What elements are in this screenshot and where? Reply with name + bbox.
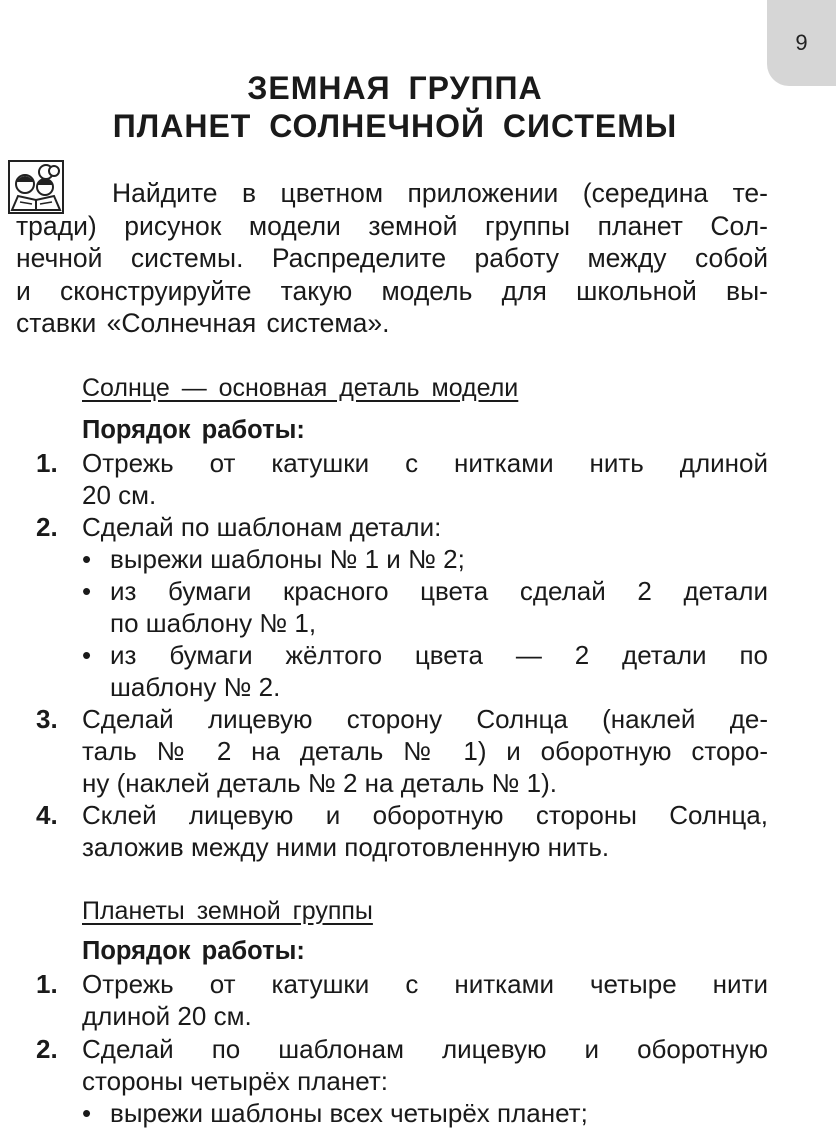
- sun-step-2: [36, 511, 768, 543]
- sun-bullet-3: [82, 639, 768, 703]
- step-line: заложив между ними подготовленную нить.: [82, 832, 610, 862]
- planets-step-2: [36, 1033, 768, 1097]
- sun-section-heading: Солнце — основная деталь модели: [82, 374, 519, 402]
- bullet-text: по шаблону № 1,: [110, 608, 317, 638]
- intro-paragraph: [16, 177, 768, 340]
- sun-bullet-2: [82, 575, 768, 639]
- step-number: 4.: [36, 800, 58, 830]
- step-line: ну (наклей деталь № 2 на деталь № 1).: [82, 768, 557, 798]
- bullet-text: шаблону № 2.: [110, 672, 281, 702]
- planets-order-heading: Порядок работы:: [82, 937, 305, 965]
- step-line: длиной 20 см.: [82, 1001, 252, 1031]
- bullet-text: вырежи шаблоны всех четырёх планет;: [110, 1098, 588, 1128]
- sun-step-3: [36, 703, 768, 799]
- sun-step-1: [36, 447, 768, 511]
- step-line: 20 см.: [82, 480, 157, 510]
- step-line: Сделай по шаблонам детали:: [82, 512, 442, 542]
- planets-bullet-1: [82, 1097, 768, 1129]
- step-number: 2.: [36, 1034, 58, 1064]
- page-title-line-1: ЗЕМНАЯ ГРУППА: [247, 70, 543, 106]
- bullet-icon: •: [82, 640, 92, 670]
- intro-line: нечной системы. Распределите работу между собой: [16, 243, 768, 273]
- step-line: таль № 2 на деталь № 1) и оборотную сторо-: [82, 736, 768, 766]
- sun-step-4: [36, 799, 768, 863]
- step-line: Сделай лицевую сторону Солнца (наклей де-: [82, 704, 768, 734]
- planets-step-1: [36, 968, 768, 1032]
- step-line: стороны четырёх планет:: [82, 1066, 388, 1096]
- page-number: 9: [795, 30, 808, 55]
- sun-bullet-1: [82, 543, 768, 575]
- step-number: 1.: [36, 969, 58, 999]
- planets-section-heading: Планеты земной группы: [82, 897, 373, 925]
- step-number: 1.: [36, 448, 58, 478]
- bullet-icon: •: [82, 544, 92, 574]
- bullet-text: из бумаги красного цвета сделай 2 детали: [110, 576, 768, 606]
- sun-order-heading: Порядок работы:: [82, 416, 305, 444]
- intro-line: и сконструируйте такую модель для школьной вы-: [16, 275, 768, 306]
- bullet-icon: •: [82, 576, 92, 606]
- intro-line: ставки «Солнечная система».: [16, 308, 390, 338]
- intro-line: Найдите в цветном приложении (середина те-: [112, 178, 768, 208]
- intro-line: тради) рисунок модели земной группы планет Сол-: [16, 210, 768, 241]
- bullet-text: из бумаги жёлтого цвета — 2 детали по: [110, 640, 768, 670]
- step-line: Сделай по шаблонам лицевую и оборотную: [82, 1034, 768, 1064]
- page-title-line-2: ПЛАНЕТ СОЛНЕЧНОЙ СИСТЕМЫ: [112, 108, 678, 144]
- step-line: Отрежь от катушки с нитками нить длиной: [82, 448, 768, 478]
- step-line: Отрежь от катушки с нитками четыре нити: [82, 969, 768, 999]
- bullet-icon: •: [82, 1098, 92, 1128]
- step-line: Склей лицевую и оборотную стороны Солнца,: [82, 800, 768, 830]
- step-number: 2.: [36, 512, 58, 542]
- step-number: 3.: [36, 704, 58, 734]
- bullet-text: вырежи шаблоны № 1 и № 2;: [110, 544, 465, 574]
